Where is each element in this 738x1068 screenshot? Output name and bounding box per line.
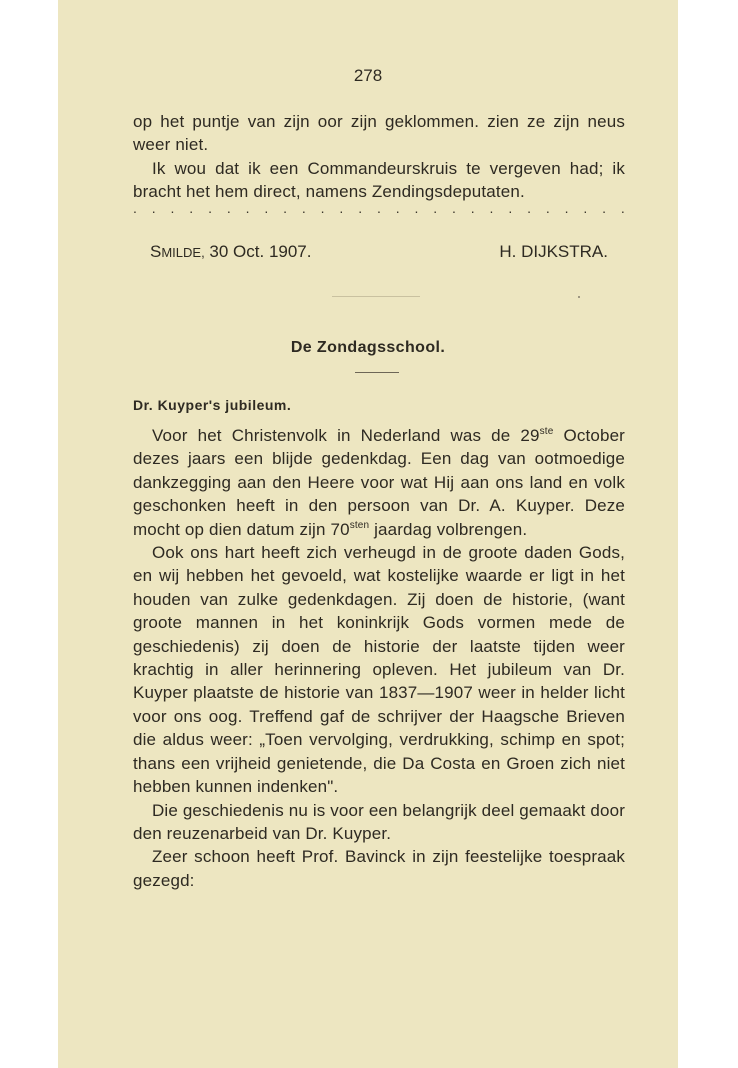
ellipsis-dot: . — [564, 200, 569, 216]
ellipsis-dot: . — [320, 200, 325, 216]
top-paragraph-2: Ik wou dat ik een Commandeurskruis te vergeven had; ik bracht het hem direct, namens Zendingsdeputaten. — [133, 158, 625, 202]
ellipsis-dot: . — [170, 200, 175, 216]
ellipsis-dot: . — [452, 200, 456, 216]
ellipsis-dot: . — [470, 200, 475, 216]
place-rest: MILDE, — [161, 245, 205, 260]
section-divider — [332, 296, 420, 297]
ellipsis-dot: . — [376, 200, 381, 216]
signature-date: 30 Oct. 1907. — [209, 242, 312, 261]
ellipsis-dot: . — [301, 200, 306, 216]
body-text-block — [133, 424, 625, 892]
ellipsis-dot: . — [545, 200, 550, 216]
ellipsis-dot: . — [208, 200, 212, 216]
ellipsis-dot: . — [602, 200, 607, 216]
body-paragraph-1 — [133, 424, 625, 541]
ellipsis-dot: . — [133, 200, 137, 216]
ellipsis-dot: . — [527, 200, 531, 216]
page-number: 278 — [353, 66, 383, 85]
ellipsis-dot: . — [583, 200, 588, 216]
body-paragraph-3: Die geschiedenis nu is voor een belangrijk deel gemaakt door den reuzenarbeid van Dr. Kuyper. — [133, 800, 626, 843]
ellipsis-line — [133, 201, 625, 215]
signature-name: H. DIJKSTRA. — [499, 242, 608, 261]
ellipsis-dot: . — [151, 200, 156, 216]
p1-text-b: October dezes jaars een blijde gedenkdag. Een dag van ootmoedige dankzegging aan den Heere voor wat Hij aan ons land en volk geschonken heeft in den persoon van Dr. A. Kuyper. Deze mocht op dien datum zijn 70 — [133, 426, 625, 539]
heading-underline — [355, 372, 399, 373]
ellipsis-dot: . — [283, 200, 288, 216]
ellipsis-dot: . — [339, 200, 344, 216]
ellipsis-dot: . — [245, 200, 250, 216]
signature-place-date — [150, 242, 312, 262]
p1-superscript-1: ste — [539, 426, 554, 437]
ellipsis-dot: . — [620, 200, 625, 216]
ellipsis-dot: . — [414, 200, 419, 216]
ellipsis-dot: . — [358, 200, 363, 216]
p1-superscript-2: sten — [349, 519, 370, 531]
ellipsis-dot: . — [264, 200, 269, 216]
p1-text-c: jaardag volbrengen. — [369, 519, 528, 539]
ellipsis-dot: . — [226, 200, 231, 216]
top-paragraph-1: op het puntje van zijn oor zijn geklommen. zien ze zijn neus weer niet. — [133, 112, 625, 155]
place-initial: S — [150, 242, 162, 261]
book-page — [58, 0, 678, 1068]
ellipsis-dot: . — [433, 200, 438, 216]
body-paragraph-2: Ook ons hart heeft zich verheugd in de groote daden Gods, en wij hebben het gevoeld, wat kostelijke waarde er ligt in het houden van zulke gedenkdagen. Zij doen de historie, (want groote mannen in het koninkrijk Gods vormen mede de geschiedenis) zij doen de historie der laatste tijden weer krachtig in aller herinnering opleven. Het jubileum van Dr. Kuyper plaatste de historie van 1837—1907 weer in helder licht voor ons oog. Treffend gaf de schrijver der Haagsche Brieven die aldus weer: „Toen vervolging, verdrukking, schimp en spot; thans een vrijheid genietende, die Da Costa en Groen zich niet hebben kunnen indenken". — [133, 543, 625, 797]
body-paragraph-4: Zeer schoon heeft Prof. Bavinck in zijn feestelijke toespraak gezegd: — [133, 847, 625, 890]
section-heading: De Zondagsschool. — [290, 339, 446, 356]
p1-text-a: Voor het Christenvolk in Nederland was de 29 — [152, 426, 540, 445]
top-text-block — [133, 110, 625, 204]
paper-speck — [578, 296, 580, 298]
ellipsis-dot: . — [489, 200, 494, 216]
sub-heading: Dr. Kuyper's jubileum. — [133, 397, 292, 413]
ellipsis-dot: . — [508, 200, 513, 216]
ellipsis-dot: . — [395, 200, 400, 216]
ellipsis-dot: . — [189, 200, 194, 216]
